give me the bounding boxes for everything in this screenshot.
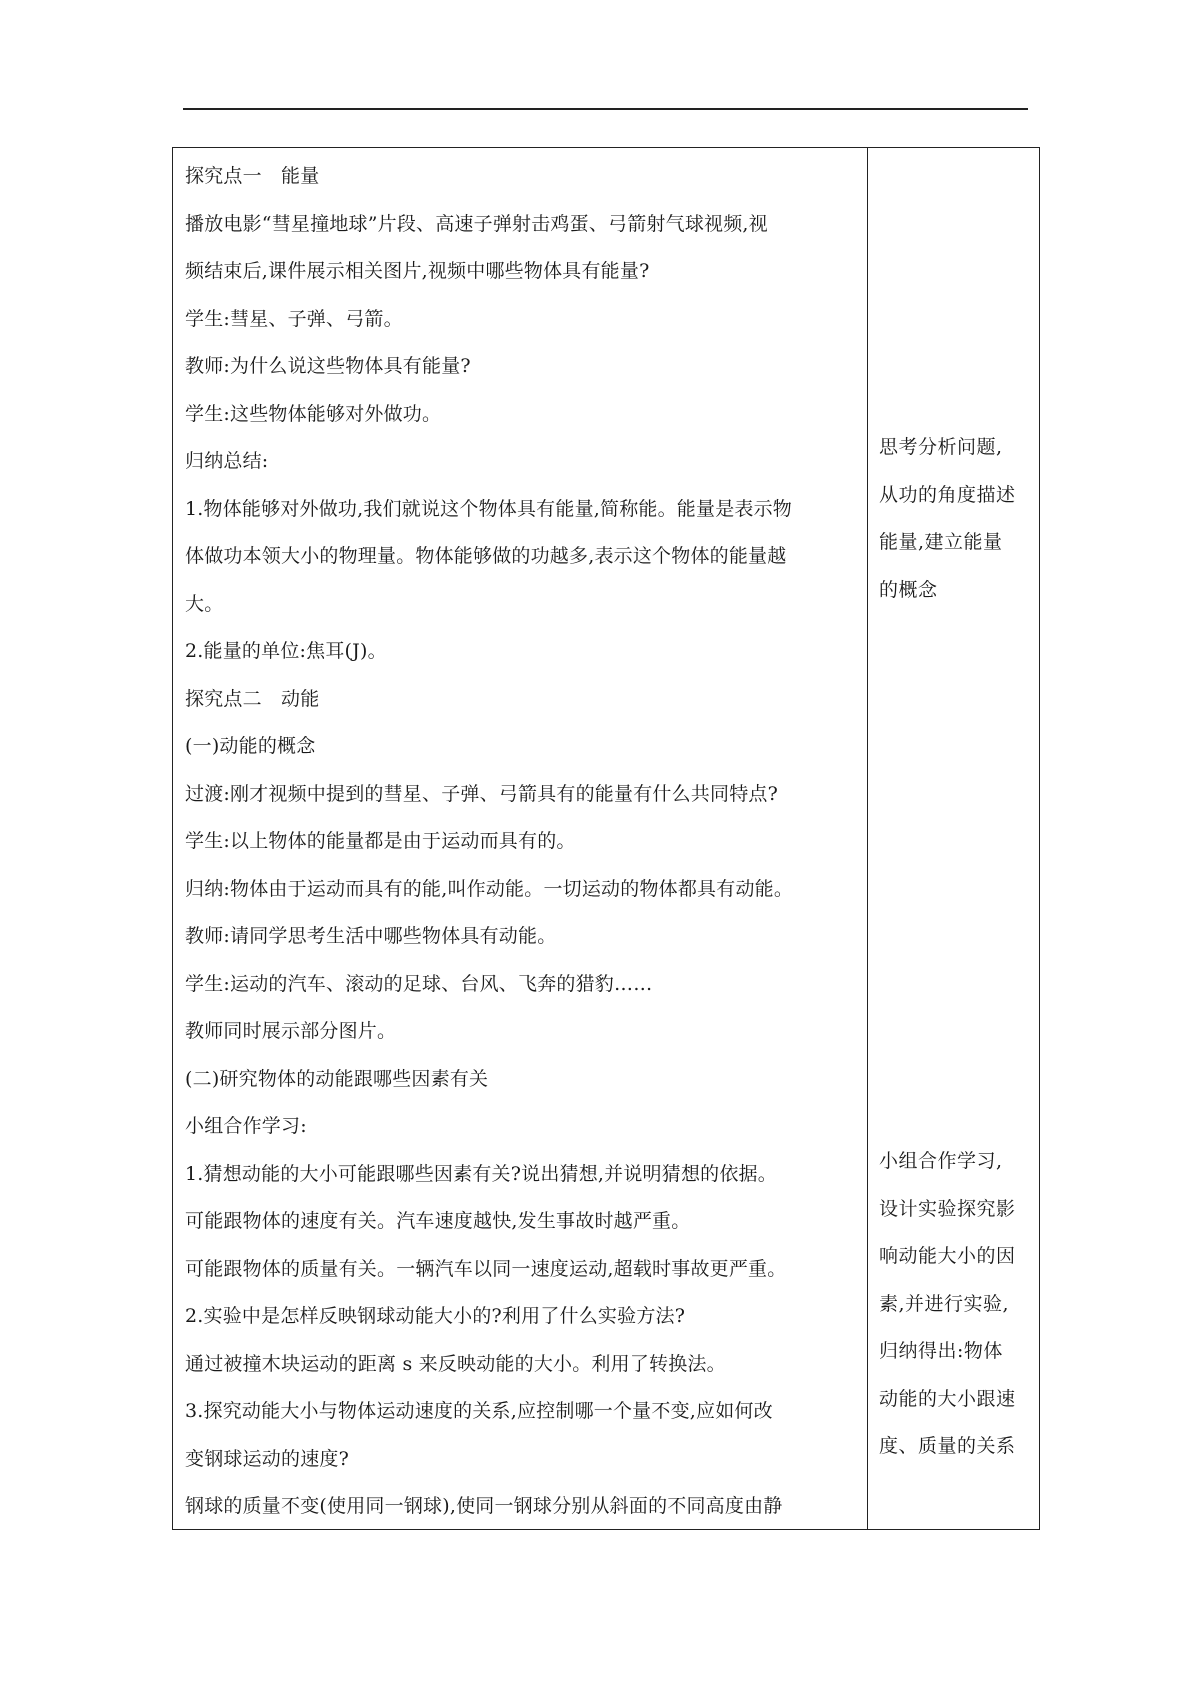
content-line: 教师同时展示部分图片。 <box>185 1020 397 1042</box>
column-divider <box>867 148 868 1529</box>
content-line: 可能跟物体的速度有关。汽车速度越快,发生事故时越严重。 <box>185 1210 691 1232</box>
lesson-table <box>172 147 1040 1530</box>
side-note-line: 小组合作学习, <box>879 1150 1003 1172</box>
content-line: 探究点二 动能 <box>185 687 320 710</box>
content-line: 归纳:物体由于运动而具有的能,叫作动能。一切运动的物体都具有动能。 <box>185 877 794 900</box>
content-line: 3.探究动能大小与物体运动速度的关系,应控制哪一个量不变,应如何改 <box>185 1400 773 1422</box>
content-line: 学生:运动的汽车、滚动的足球、台风、飞奔的猎豹…… <box>185 972 653 995</box>
content-line: 频结束后,课件展示相关图片,视频中哪些物体具有能量? <box>185 260 650 282</box>
side-note-line: 素,并进行实验, <box>879 1292 1010 1315</box>
content-line: 变钢球运动的速度? <box>185 1447 349 1470</box>
content-line: 探究点一 能量 <box>185 165 320 187</box>
content-line: 2.能量的单位:焦耳(J)。 <box>185 640 387 662</box>
content-line: 1.物体能够对外做功,我们就说这个物体具有能量,简称能。能量是表示物 <box>185 497 793 520</box>
content-line: 教师:请同学思考生活中哪些物体具有动能。 <box>185 925 557 947</box>
side-note-line: 度、质量的关系 <box>879 1435 1016 1457</box>
design-intent-note-kinetic <box>879 1138 1029 1471</box>
content-line: 学生:以上物体的能量都是由于运动而具有的。 <box>185 830 576 852</box>
content-line: 钢球的质量不变(使用同一钢球),使同一钢球分别从斜面的不同高度由静 <box>185 1495 783 1517</box>
content-line: 播放电影“彗星撞地球”片段、高速子弹射击鸡蛋、弓箭射气球视频,视 <box>185 212 768 235</box>
header-rule <box>183 108 1028 110</box>
content-line: 过渡:刚才视频中提到的彗星、子弹、弓箭具有的能量有什么共同特点? <box>185 782 778 805</box>
content-line: 大。 <box>185 592 224 615</box>
content-line: 学生:彗星、子弹、弓箭。 <box>185 307 403 330</box>
side-note-line: 从功的角度描述 <box>879 483 1016 506</box>
content-line: 通过被撞木块运动的距离 s 来反映动能的大小。利用了转换法。 <box>185 1352 726 1375</box>
content-line: 学生:这些物体能够对外做功。 <box>185 402 442 425</box>
side-note-line: 的概念 <box>879 578 938 601</box>
content-line: 1.猜想动能的大小可能跟哪些因素有关?说出猜想,并说明猜想的依据。 <box>185 1162 777 1185</box>
content-line: 归纳总结: <box>185 450 269 472</box>
side-note-line: 思考分析问题, <box>879 436 1003 458</box>
side-note-line: 响动能大小的因 <box>879 1245 1016 1267</box>
content-line: 2.实验中是怎样反映钢球动能大小的?利用了什么实验方法? <box>185 1305 686 1327</box>
side-note-line: 设计实验探究影 <box>879 1197 1016 1220</box>
design-intent-note-energy <box>879 424 1029 614</box>
side-note-line: 能量,建立能量 <box>879 531 1003 553</box>
content-line: 可能跟物体的质量有关。一辆汽车以同一速度运动,超载时事故更严重。 <box>185 1257 787 1280</box>
content-line: 小组合作学习: <box>185 1115 307 1137</box>
content-line: (二)研究物体的动能跟哪些因素有关 <box>185 1067 489 1090</box>
content-line: 体做功本领大小的物理量。物体能够做的功越多,表示这个物体的能量越 <box>185 545 787 567</box>
content-line: (一)动能的概念 <box>185 735 316 757</box>
content-line: 教师:为什么说这些物体具有能量? <box>185 355 471 377</box>
side-note-line: 动能的大小跟速 <box>879 1387 1016 1410</box>
side-note-line: 归纳得出:物体 <box>879 1340 1003 1362</box>
teaching-process-column <box>185 153 861 1531</box>
